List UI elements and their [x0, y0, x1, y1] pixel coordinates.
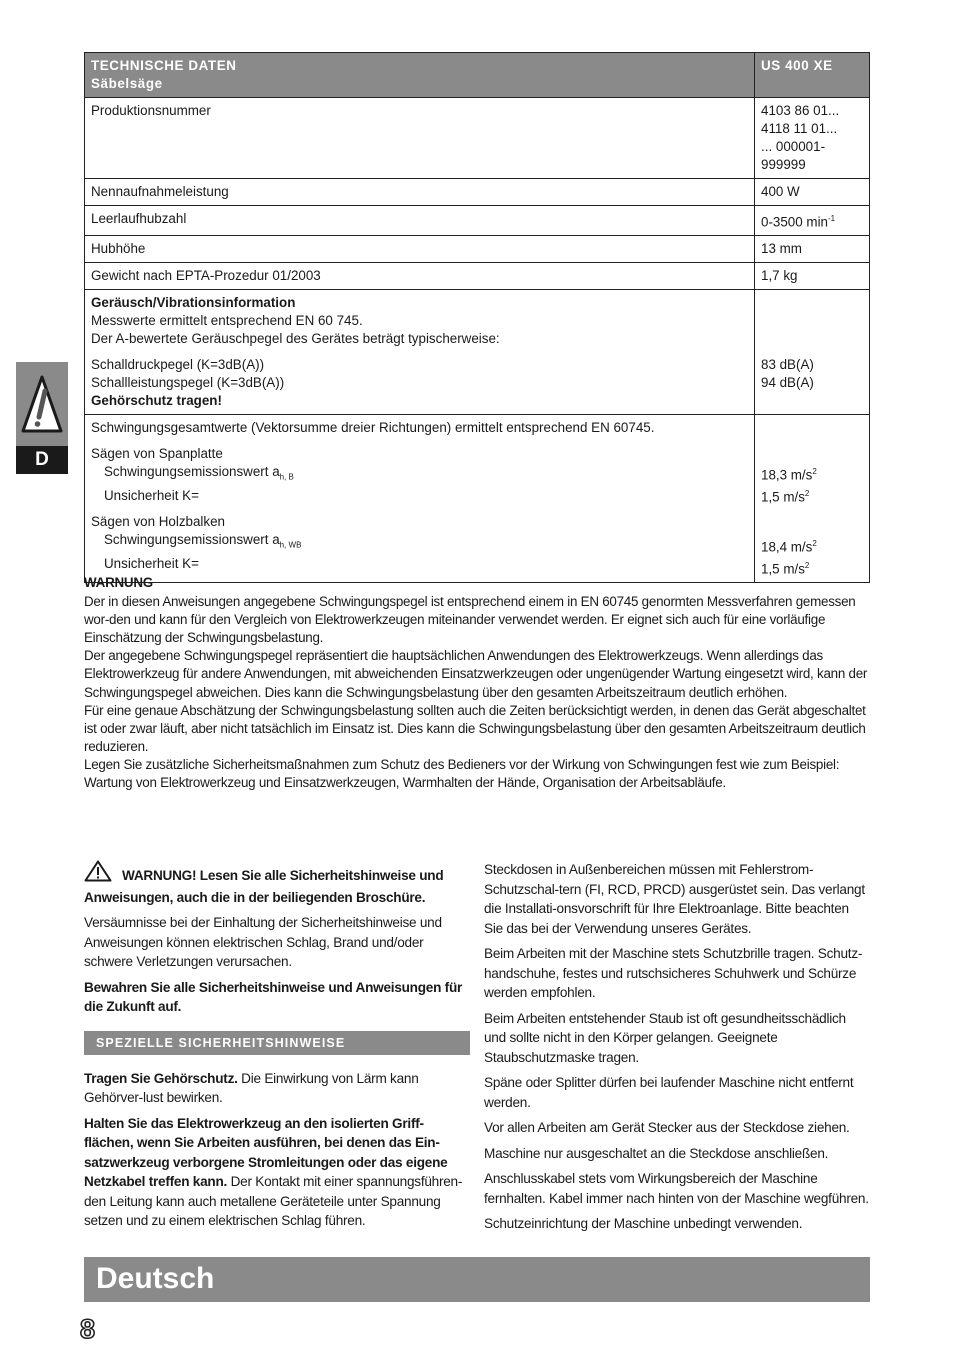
paragraph: Beim Arbeiten entstehender Staub ist oft gesundheitsschädlich und sollte nicht in den Körper gelangen. Geeignete Staubschutzmaske tragen.: [484, 1010, 846, 1065]
timber-emission-value: [761, 535, 863, 556]
table-header-left: [85, 53, 755, 98]
vibration-warning: [84, 574, 870, 792]
table-row: [85, 236, 870, 263]
paragraph: Bewahren Sie alle Sicherheitshinweise und Anweisungen für die Zukunft auf.: [84, 979, 463, 1014]
noise-values: [755, 290, 870, 415]
hearing-protection-note: Gehörschutz tragen!: [91, 393, 222, 409]
body-text: Die Einwirkung von Lärm kann Gehörver-lust bewirken.: [84, 1070, 419, 1105]
table-row: [85, 179, 870, 206]
vibration-intro: Schwingungsgesamtwerte (Vektorsumme dreier Richtungen) ermittelt entsprechend EN 60745.: [91, 420, 655, 436]
row-label: Nennaufnahmeleistung: [85, 179, 755, 206]
heading-text: WARNUNG! Lesen Sie alle Sicherheitshinweise und Anweisungen, auch die in der beiliegenden Broschüre.: [84, 868, 444, 905]
bold-text: Halten Sie das Elektrowerkzeug an den isolierten Griff-flächen, wenn Sie Arbeiten ausführen, bei denen das Ein-satzwerkzeug verborgene Stromleitungen oder das eigene Netzkabel treffen kann.: [84, 1115, 448, 1189]
language-letter: D: [16, 446, 68, 474]
chipboard-emission-label: [91, 463, 748, 487]
paragraph: Anschlusskabel stets vom Wirkungsbereich der Maschine fernhalten. Kabel immer nach hinten von der Maschine wegführen.: [484, 1171, 869, 1206]
vibration-row: [85, 415, 870, 583]
chipboard-uncertainty-value: [761, 485, 863, 506]
value-text: 18,3 m/s: [761, 467, 813, 483]
paragraph: Beim Arbeiten mit der Maschine stets Schutzbrille tragen. Schutz-handschuhe, festes und rutschsicheres Schuhwerk und Schürze werden empfohlen.: [484, 946, 863, 1000]
noise-line: Der A-bewertete Geräuschpegel des Gerätes beträgt typischerweise:: [91, 331, 500, 347]
noise-title: Geräusch/Vibrationsinformation: [91, 295, 296, 311]
warning-paragraph: Der angegebene Schwingungspegel repräsentiert die hauptsächlichen Anwendungen des Elektrowerkzeugs. Wenn allerdings das Elektrowerkzeug für andere Anwendungen, mit abweichenden Einsatzwerkzeugen oder ungenügender Wartung eingesetzt wird, kann der Schwingungspegel abweichen. Dies kann die Schwingungsbelastung über den gesamten Arbeitszeitraum deutlich erhöhen.: [84, 648, 868, 700]
vibration-values: [755, 415, 870, 583]
sound-pressure-label: Schalldruckpegel (K=3dB(A)): [91, 357, 265, 373]
emission-subscript: h, B: [279, 473, 294, 483]
warning-paragraph: Der in diesen Anweisungen angegebene Schwingungspegel ist entsprechend einem in EN 60745 genormten Messverfahren gemessen wor-den und kann für den Vergleich von Elektrowerkzeugen miteinander verwendet werden. Er eignet sich auch für eine vorläufige Einschätzung der Schwingungsbelastung.: [84, 594, 856, 646]
emission-subscript: h, WB: [279, 540, 302, 550]
model-name: US 400 XE: [755, 53, 870, 98]
row-label: Produktionsnummer: [85, 98, 755, 179]
row-value: [755, 206, 870, 236]
safety-warning-heading: [84, 860, 470, 907]
timber-uncertainty-label: Unsicherheit K=: [104, 555, 199, 571]
table-header-row: [85, 53, 870, 98]
row-value: 1,7 kg: [755, 263, 870, 290]
value-exponent: 2: [804, 488, 810, 498]
bold-text: Tragen Sie Gehörschutz.: [84, 1070, 238, 1086]
row-value: 13 mm: [755, 236, 870, 263]
left-column: [84, 860, 470, 1237]
row-value: [755, 98, 870, 179]
emission-text: Schwingungsemissionswert a: [104, 532, 280, 548]
section-heading: SPEZIELLE SICHERHEITSHINWEISE: [84, 1031, 470, 1055]
value-line: 4118 11 01...: [761, 121, 838, 136]
value-exponent: -1: [828, 214, 836, 223]
paragraph: [84, 1114, 470, 1231]
paragraph: Steckdosen in Außenbereichen müssen mit Fehlerstrom-Schutzschal-tern (FI, RCD, PRCD) ausgerüstet sein. Das verlangt die Installati-onsvorschrift für Ihre Elektroanlage. Bitte beachten Sie das bei der Verwendung unseres Gerätes.: [484, 862, 865, 936]
timber-emission-label: [91, 531, 748, 555]
table-row: [85, 98, 870, 179]
warning-paragraph: Für eine genaue Abschätzung der Schwingungsbelastung sollten auch die Zeiten berücksichtigt werden, in denen das Gerät abgeschaltet ist oder zwar läuft, aber nicht tatsächlich im Einsatz ist. Dies kann die Schwingungsbelastung über den gesamten Arbeitszeitraum deutlich reduzieren.: [84, 702, 866, 754]
page-number: 8: [80, 1314, 96, 1344]
value-exponent: 2: [812, 467, 817, 477]
chipboard-emission-value: [761, 463, 863, 484]
row-value: 400 W: [755, 179, 870, 206]
table-subtitle: Säbelsäge: [91, 76, 163, 91]
value-line: 4103 86 01...: [761, 103, 840, 118]
value-text: 18,4 m/s: [761, 539, 813, 555]
row-label: Gewicht nach EPTA-Prozedur 01/2003: [85, 263, 755, 290]
sound-power-label: Schallleistungspegel (K=3dB(A)): [91, 375, 285, 391]
noise-line: Messwerte ermittelt entsprechend EN 60 745.: [91, 313, 363, 329]
value-text: 1,5 m/s: [761, 561, 805, 577]
timber-title: Sägen von Holzbalken: [91, 514, 225, 530]
value-line: ... 000001-999999: [761, 139, 826, 172]
language-side-tab: [16, 362, 68, 474]
row-label: Hubhöhe: [85, 236, 755, 263]
warning-title: WARNUNG: [84, 575, 153, 590]
row-label: Leerlaufhubzahl: [85, 206, 755, 236]
emission-text: Schwingungsemissionswert a: [104, 464, 280, 480]
paragraph: Maschine nur ausgeschaltet an die Steckdose anschließen.: [484, 1145, 829, 1161]
noise-row: [85, 290, 870, 415]
value-exponent: 2: [804, 560, 810, 570]
noise-info: [85, 290, 755, 415]
paragraph: [84, 1069, 470, 1108]
paragraph: Vor allen Arbeiten am Gerät Stecker aus der Steckdose ziehen.: [484, 1120, 850, 1135]
table-row: [85, 206, 870, 236]
technical-data-table: [84, 52, 870, 583]
paragraph: Versäumnisse bei der Einhaltung der Sicherheitshinweise und Anweisungen können elektrischen Schlag, Brand und/oder schwere Verletzungen verursachen.: [84, 915, 442, 969]
warning-triangle-icon: [84, 860, 112, 888]
sound-pressure-value: 83 dB(A): [761, 357, 814, 373]
value-exponent: 2: [812, 539, 817, 549]
paragraph: Schutzeinrichtung der Maschine unbedingt verwenden.: [484, 1216, 803, 1231]
sound-power-value: 94 dB(A): [761, 375, 814, 391]
table-row: [85, 263, 870, 290]
chipboard-uncertainty-label: Unsicherheit K=: [104, 488, 199, 504]
paragraph: Späne oder Splitter dürfen bei laufender Maschine nicht entfernt werden.: [484, 1075, 854, 1110]
body-text: Der Kontakt mit einer spannungsführen-den Leitung kann auch metallene Geräteteile unter Spannung setzen und zu einem elektrischen Schlag führen.: [84, 1174, 463, 1228]
exclamation-triangle-icon: [16, 362, 68, 446]
value-text: 1,5 m/s: [761, 489, 805, 505]
chipboard-title: Sägen von Spanplatte: [91, 446, 223, 462]
warning-paragraph: Legen Sie zusätzliche Sicherheitsmaßnahmen zum Schutz des Bedieners vor der Wirkung von Schwingungen fest wie zum Beispiel: Wartung von Elektrowerkzeug und Einsatzwerkzeugen, Warmhalten der Hände, Organisation der Arbeitsabläufe.: [84, 756, 840, 791]
vibration-info: [85, 415, 755, 583]
value-text: 0-3500 min: [761, 214, 828, 230]
language-bar: [84, 1257, 870, 1302]
right-column: [484, 860, 870, 1240]
table-title: TECHNISCHE DATEN: [91, 58, 237, 73]
language-title: Deutsch: [96, 1262, 215, 1295]
